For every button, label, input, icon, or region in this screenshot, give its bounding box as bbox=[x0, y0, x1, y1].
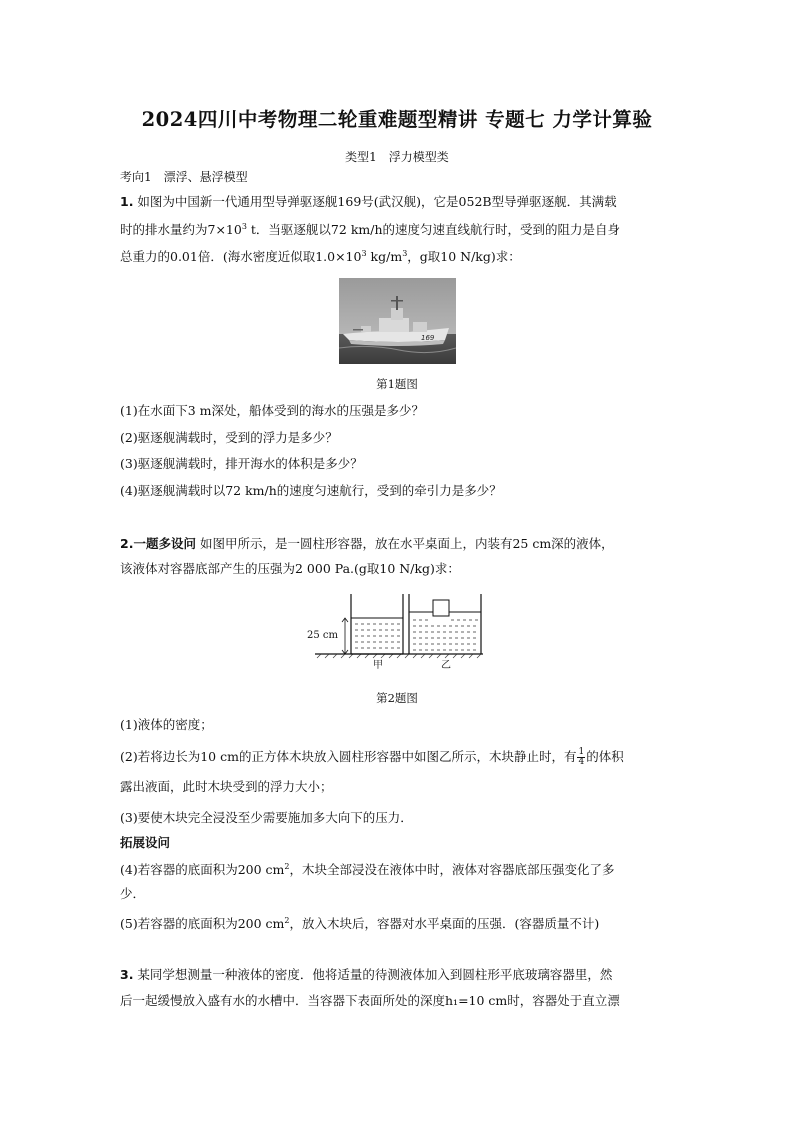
q1-part-1: (1)在水面下3 m深处，船体受到的海水的压强是多少？ bbox=[120, 403, 424, 418]
extend-heading: 拓展设问 bbox=[120, 835, 171, 850]
depth-label: 25 cm bbox=[307, 630, 338, 641]
q1-number: 1. bbox=[120, 194, 134, 209]
q2-part-4-cont: 少． bbox=[120, 886, 146, 901]
figure-2-caption: 第2题图 bbox=[376, 691, 418, 705]
section-heading: 考向1 漂浮、悬浮模型 bbox=[120, 170, 248, 184]
q2-part-3: (3)要使木块完全浸没至少需要施加多大向下的压力． bbox=[120, 810, 413, 825]
q2-part-4: (4)若容器的底面积为200 $cm^2$，木块全部浸没在液体中时，液体对容器底部压强变化了多 bbox=[120, 862, 615, 878]
q2-line-2: 该液体对容器底部产生的压强为2 000 Pa.(g取10 N/kg)求： bbox=[120, 561, 460, 576]
fraction-one-quarter: $\frac{1}{4}$ bbox=[578, 747, 585, 767]
q2-part-2-cont: 露出液面，此时木块受到的浮力大小； bbox=[120, 779, 333, 794]
figure-1-caption: 第1题图 bbox=[376, 377, 418, 391]
q2-number: 2. bbox=[120, 536, 134, 551]
q2-part-2: (2)若将边长为10 cm的正方体木块放入圆柱形容器中如图乙所示，木块静止时，有 $\frac{1}{4}$ 的体积 bbox=[120, 747, 624, 767]
q1-line-2: 时的排水量约为$7\times 10^3$ t．当驱逐舰以72 km/h的速度匀速直线航行时，受到的阻力是自身 bbox=[120, 222, 621, 238]
q2-part-1: (1)液体的密度； bbox=[120, 717, 213, 732]
q3-line-2: 后一起缓慢放入盛有水的水槽中．当容器下表面所处的深度h₁=10 cm时，容器处于直立漂 bbox=[120, 993, 620, 1008]
vessel-a-label: 甲 bbox=[373, 660, 383, 670]
container-diagram bbox=[305, 590, 485, 670]
document-title: 2024四川中考物理二轮重难题型精讲 专题七 力学计算验 bbox=[141, 108, 653, 131]
q3-line-1: 3. 某同学想测量一种液体的密度．他将适量的待测液体加入到圆柱形平底玻璃容器里，然 bbox=[120, 967, 613, 982]
destroyer-photo bbox=[339, 278, 456, 364]
q3-number: 3. bbox=[120, 967, 134, 982]
q1-line-3: 总重力的0.01倍．(海水密度近似取$1.0\times 10^3$ $kg/m^3$，g取10 N/kg)求： bbox=[120, 249, 521, 265]
vessel-b-label: 乙 bbox=[441, 660, 451, 670]
hull-number: 169 bbox=[421, 334, 435, 342]
type-subtitle: 类型1 浮力模型类 bbox=[345, 150, 449, 164]
q1-part-4: (4)驱逐舰满载时以72 km/h的速度匀速航行，受到的牵引力是多少？ bbox=[120, 483, 502, 498]
q1-part-2: (2)驱逐舰满载时，受到的浮力是多少？ bbox=[120, 430, 338, 445]
q2-part-5: (5)若容器的底面积为200 $cm^2$，放入木块后，容器对水平桌面的压强．(容器质量不计) bbox=[120, 916, 600, 932]
q2-tag: 一题多设问 bbox=[133, 536, 196, 551]
q2-line-1: 2.一题多设问 如图甲所示，是一圆柱形容器，放在水平桌面上，内装有25 cm深的液体， bbox=[120, 536, 614, 551]
q1-line-1: 1. 如图为中国新一代通用型导弹驱逐舰169号(武汉舰)，它是052B型导弹驱逐舰．其满载 bbox=[120, 194, 617, 209]
q1-part-3: (3)驱逐舰满载时，排开海水的体积是多少？ bbox=[120, 456, 363, 471]
